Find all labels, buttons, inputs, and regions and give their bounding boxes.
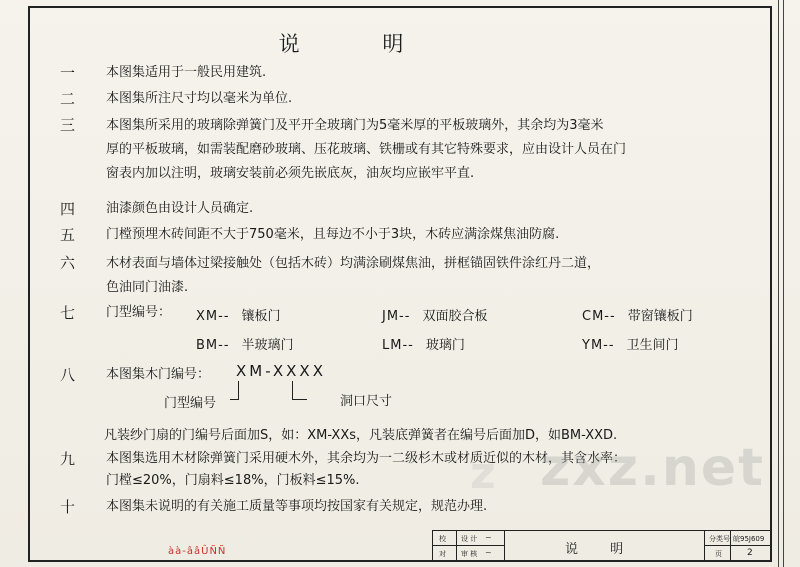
- signature-mark: ~: [485, 548, 492, 557]
- tb-catalog-value: 皖95J609: [733, 535, 765, 543]
- numbering-note: 凡装纱门扇的门编号后面加S，如：XM-XXs，凡装底弹簧者在编号后面加D，如BM-XXD.: [104, 428, 618, 443]
- note-number: 四: [60, 200, 76, 218]
- title-block-title: 说 明: [565, 542, 638, 557]
- note-text: 木材表面与墙体过梁接触处（包括木砖）均满涂刷煤焦油，拼框锚固铁件涂红丹二道， 色油同门油漆.: [106, 256, 601, 295]
- type-bracket: [230, 381, 239, 400]
- note-text: 本图集木门编号：: [106, 367, 211, 382]
- watermark-glyph: z: [470, 448, 496, 499]
- note-text: 门樘预埋木砖间距不大于750毫米，且每边不小于3块，木砖应满涂煤焦油防腐.: [106, 227, 560, 242]
- note-number: 五: [60, 226, 76, 244]
- note-text: 本图集所采用的玻璃除弹簧门及平开全玻璃门为5毫米厚的平板玻璃外，其余均为3毫米 厚的平板玻璃，如需装配磨砂玻璃、压花玻璃、铁栅或有其它特殊要求，应由设计人员在门 窗表内加以注明，玻璃安装前必须先嵌底灰，油灰均应嵌牢平直.: [106, 118, 627, 181]
- watermark: zxz.net: [540, 438, 765, 498]
- door-code-entry: JM-- 双面胶合板: [382, 309, 488, 324]
- type-label: 门型编号: [164, 396, 217, 411]
- note-text: 本图集选用木材除弹簧门采用硬木外，其余均为一二级杉木或材质近似的木材，其含水率： 门樘≤20%，门扇料≤18%，门板料≤15%.: [106, 451, 627, 488]
- tb-label-check: 校: [439, 535, 446, 543]
- door-code-entry: YM-- 卫生间门: [582, 338, 679, 353]
- footer-text: àà-ââÛÑÑ: [168, 546, 227, 557]
- tb-label-review: 审 核: [461, 550, 478, 558]
- note-number: 十: [60, 498, 76, 516]
- tb-label-design: 设 计: [461, 535, 478, 543]
- note-text: 本图集未说明的有关施工质量等事项均按国家有关规定，规范办理.: [106, 499, 488, 514]
- page-title: 说 明: [278, 32, 442, 56]
- door-code-entry: XM-- 镶板门: [196, 309, 281, 324]
- size-bracket: [292, 381, 307, 400]
- tb-page-label: 页: [715, 550, 722, 558]
- note-number: 六: [60, 254, 76, 272]
- note-number: 七: [60, 304, 76, 322]
- note-text: 本图集适用于一般民用建筑.: [106, 65, 267, 80]
- note-number: 一: [60, 64, 76, 82]
- title-block: [432, 530, 772, 562]
- tb-label-proof: 对: [439, 550, 446, 558]
- note-number: 三: [60, 116, 76, 134]
- note-text: 门型编号：: [106, 305, 172, 320]
- size-label: 洞口尺寸: [340, 394, 393, 409]
- note-number: 九: [60, 450, 76, 468]
- note-number: 八: [60, 366, 76, 384]
- note-text: 本图集所注尺寸均以毫米为单位.: [106, 91, 293, 106]
- tb-catalog-label: 分类号: [709, 535, 730, 543]
- note-number: 二: [60, 90, 76, 108]
- numbering-pattern: XM-XXXX: [236, 362, 326, 380]
- sheet-edge: [778, 0, 784, 567]
- note-text: 油漆颜色由设计人员确定.: [106, 201, 254, 216]
- door-code-entry: BM-- 半玻璃门: [196, 338, 294, 353]
- tb-page-value: 2: [747, 548, 753, 558]
- door-code-entry: LM-- 玻璃门: [382, 338, 465, 353]
- door-code-entry: CM-- 带窗镶板门: [582, 309, 693, 324]
- signature-mark: ~: [485, 533, 492, 542]
